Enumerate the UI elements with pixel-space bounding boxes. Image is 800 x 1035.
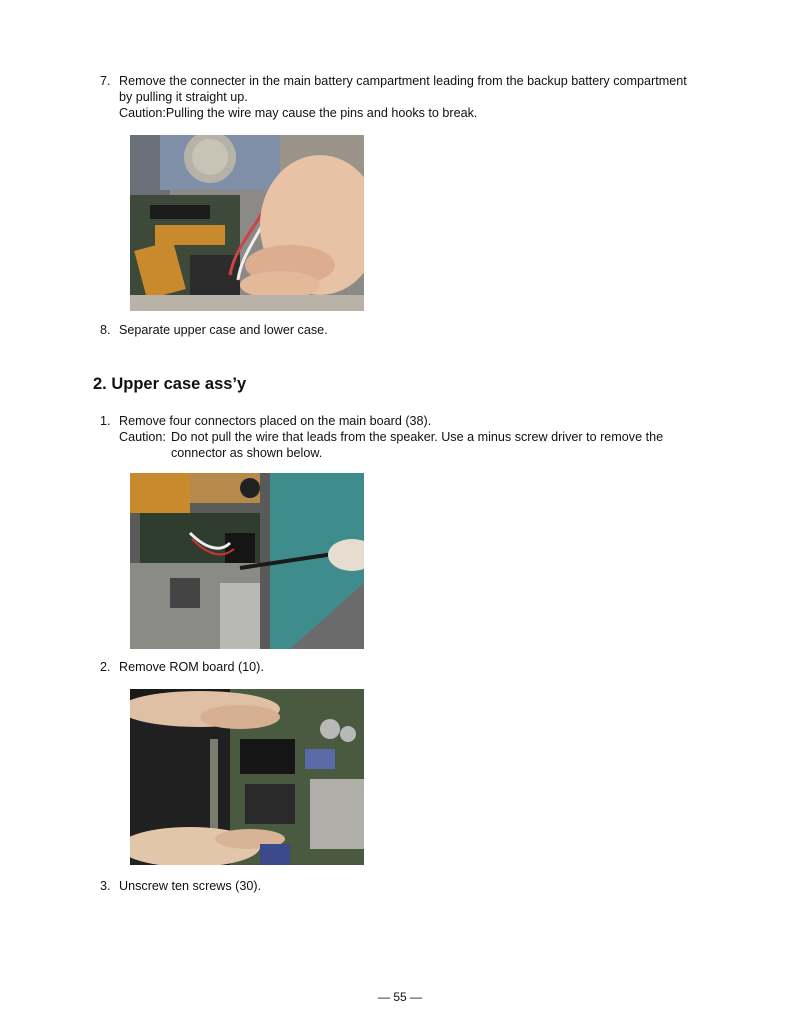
step-7-line2: by pulling it straight up. bbox=[119, 90, 248, 104]
photo-remove-connectors bbox=[130, 473, 364, 649]
step-1-caution-line1: Do not pull the wire that leads from the speaker. Use a minus screw driver to remove the bbox=[171, 430, 664, 444]
step-8-text: Separate upper case and lower case. bbox=[119, 323, 328, 337]
step-1-caution-label: Caution: bbox=[119, 430, 166, 444]
step-2-number: 2. bbox=[100, 660, 111, 674]
step-7-number: 7. bbox=[100, 74, 111, 88]
step-3-number: 3. bbox=[100, 879, 111, 893]
step-8-number: 8. bbox=[100, 323, 111, 337]
photo-backup-battery-connector bbox=[130, 135, 364, 311]
step-2-text: Remove ROM board (10). bbox=[119, 660, 264, 674]
photo-remove-rom-board bbox=[130, 689, 364, 865]
step-1-caution-line2: connector as shown below. bbox=[171, 446, 323, 460]
page-number: — 55 — bbox=[377, 990, 422, 1004]
step-7-line1: Remove the connecter in the main battery campartment leading from the backup battery compartment bbox=[119, 74, 687, 88]
step-3-text: Unscrew ten screws (30). bbox=[119, 879, 262, 893]
section-heading: 2. Upper case ass’y bbox=[93, 375, 247, 393]
step-1-text: Remove four connectors placed on the main board (38). bbox=[119, 414, 432, 428]
step-1-number: 1. bbox=[100, 414, 111, 428]
step-7-caution: Caution:Pulling the wire may cause the pins and hooks to break. bbox=[119, 106, 478, 120]
